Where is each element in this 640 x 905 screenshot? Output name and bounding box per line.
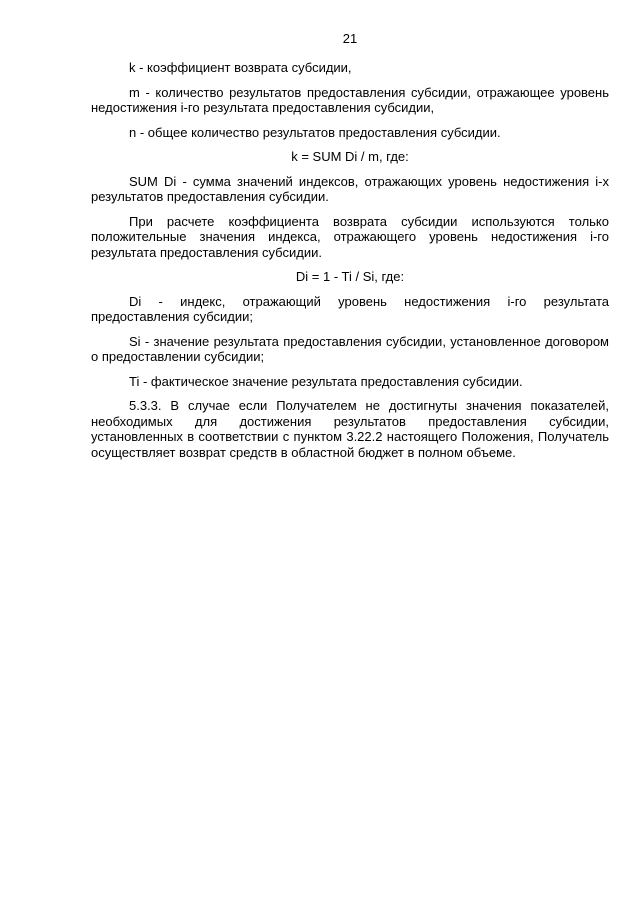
definition-k: k - коэффициент возврата субсидии, — [129, 60, 352, 75]
page-number: 21 — [342, 31, 358, 46]
definition-si: Si - значение результата предоставления субсидии, установленное договором о предоставлении субсидии; — [91, 333, 609, 364]
definition-n: n - общее количество результатов предоставления субсидии. — [129, 124, 501, 140]
clause-5-3-3: 5.3.3. В случае если Получателем не достигнуты значения показателей, необходимых для достижения результатов предоставления субсидии, установленных в соответствии с пунктом 3.22.2 настоящего Положения, Получатель осуществляет возврат средств в областной бюджет в полном объеме. — [91, 398, 609, 460]
definition-di: Di - индекс, отражающий уровень недостижения i-го результата предоставления субсидии; — [91, 293, 609, 324]
formula-di: Di = 1 - Ti / Si, где: — [295, 269, 405, 284]
definition-sum-di: SUM Di - сумма значений индексов, отражающих уровень недостижения i-х результатов предоставления субсидии. — [91, 173, 609, 204]
formula-k: k = SUM Di / m, где: — [291, 149, 409, 164]
definition-m: m - количество результатов предоставления субсидии, отражающее уровень недостижения i-го результата предоставления субсидии, — [91, 84, 609, 115]
definition-ti: Ti - фактическое значение результата предоставления субсидии. — [129, 373, 523, 389]
positive-index-note: При расчете коэффициента возврата субсидии используются только положительные значения индекса, отражающего уровень недостижения i-го результата предоставления субсидии. — [91, 213, 609, 260]
